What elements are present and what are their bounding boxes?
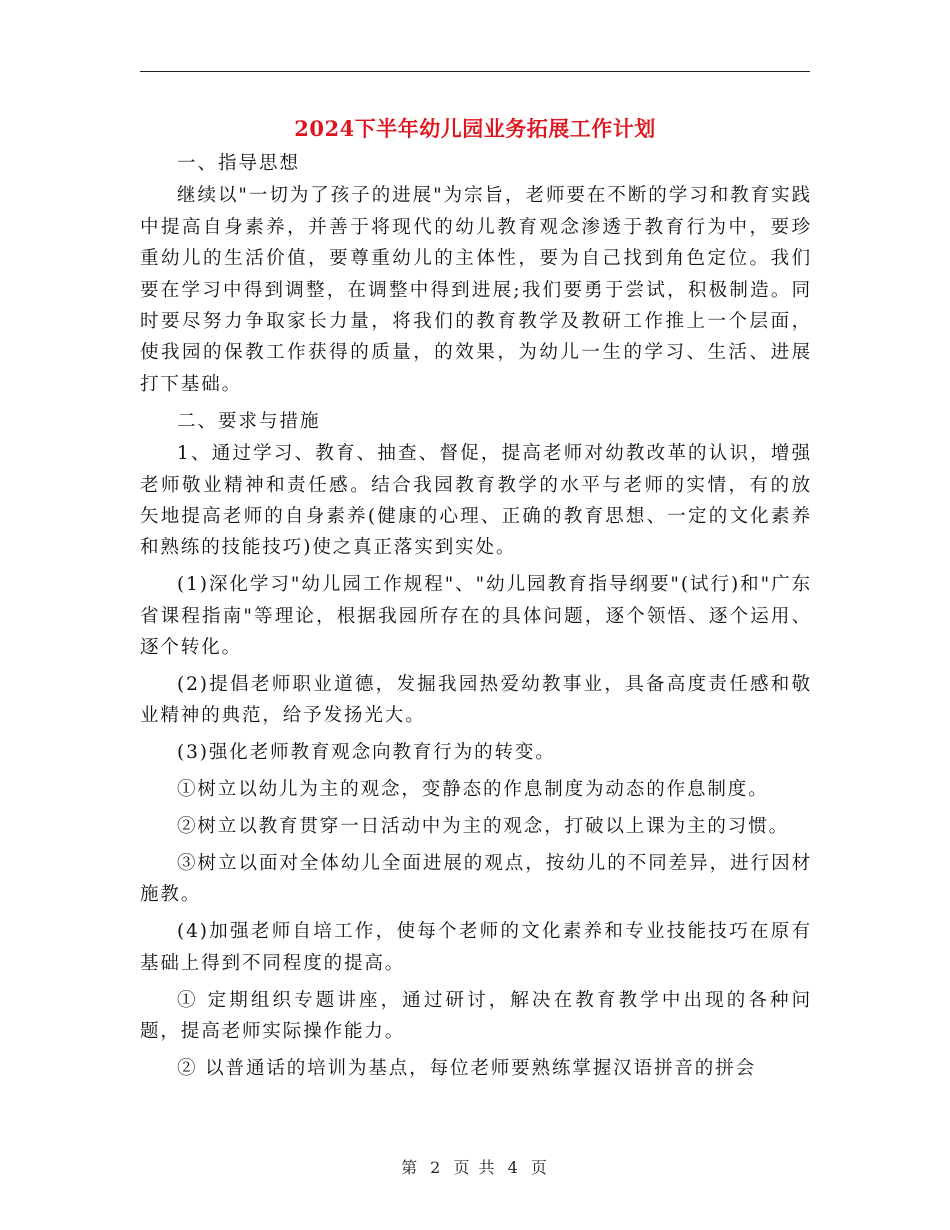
list-item: ② 以普通话的培训为基点，每位老师要熟练掌握汉语拼音的拼会	[177, 1057, 756, 1079]
document-title: 2024下半年幼儿园业务拓展工作计划	[294, 116, 656, 141]
document-body	[140, 148, 812, 1084]
footer-prefix: 第	[401, 1158, 420, 1177]
list-item: ①树立以幼儿为主的观念，变静态的作息制度为动态的作息制度。	[177, 779, 769, 801]
paragraph: 1、通过学习、教育、抽查、督促，提高老师对幼教改革的认识，增强老师敬业精神和责任感。结合我园教育教学的水平与老师的实情，有的放矢地提高老师的自身素养(健康的心理、正确的教育思想、一定的文化素养和熟练的技能技巧)使之真正落实到实处。	[140, 443, 812, 559]
total-pages-number: 4	[507, 1158, 520, 1177]
footer-mid: 页 共	[453, 1158, 497, 1177]
paragraph: (2)提倡老师职业道德，发掘我园热爱幼教事业，具备高度责任感和敬业精神的典范，给予发扬光大。	[140, 674, 812, 727]
paragraph: (1)深化学习"幼儿园工作规程"、"幼儿园教育指导纲要"(试行)和"广东省课程指南"等理论，根据我园所存在的具体问题，逐个领悟、逐个运用、逐个转化。	[140, 574, 812, 659]
list-item: ③树立以面对全体幼儿全面进展的观点，按幼儿的不同差异，进行因材施教。	[140, 853, 812, 906]
list-item: ②树立以教育贯穿一日活动中为主的观念，打破以上课为主的习惯。	[177, 816, 790, 838]
page-footer	[0, 1155, 950, 1178]
current-page-number: 2	[430, 1158, 443, 1177]
list-item: ① 定期组织专题讲座，通过研讨，解决在教育教学中出现的各种问题，提高老师实际操作能力。	[140, 989, 812, 1043]
section-heading-guiding-ideology: 一、指导思想	[177, 153, 301, 174]
section-heading-requirements: 二、要求与措施	[177, 410, 321, 432]
paragraph: (4)加强老师自培工作，使每个老师的文化素养和专业技能技巧在原有基础上得到不同程度的提高。	[140, 921, 812, 974]
paragraph: 继续以"一切为了孩子的进展"为宗旨，老师要在不断的学习和教育实践中提高自身素养，并善于将现代的幼儿教育观念渗透于教育行为中，要珍重幼儿的生活价值，要尊重幼儿的主体性，要为自己找到角色定位。我们要在学习中得到调整，在调整中得到进展;我们要勇于尝试，积极制造。同时要尽努力争取家长力量，将我们的教育教学及教研工作推上一个层面，使我园的保教工作获得的质量，的效果，为幼儿一生的学习、生活、进展打下基础。	[140, 185, 812, 395]
footer-suffix: 页	[530, 1158, 549, 1177]
paragraph: (3)强化老师教育观念向教育行为的转变。	[177, 742, 556, 764]
header-rule	[140, 71, 810, 72]
